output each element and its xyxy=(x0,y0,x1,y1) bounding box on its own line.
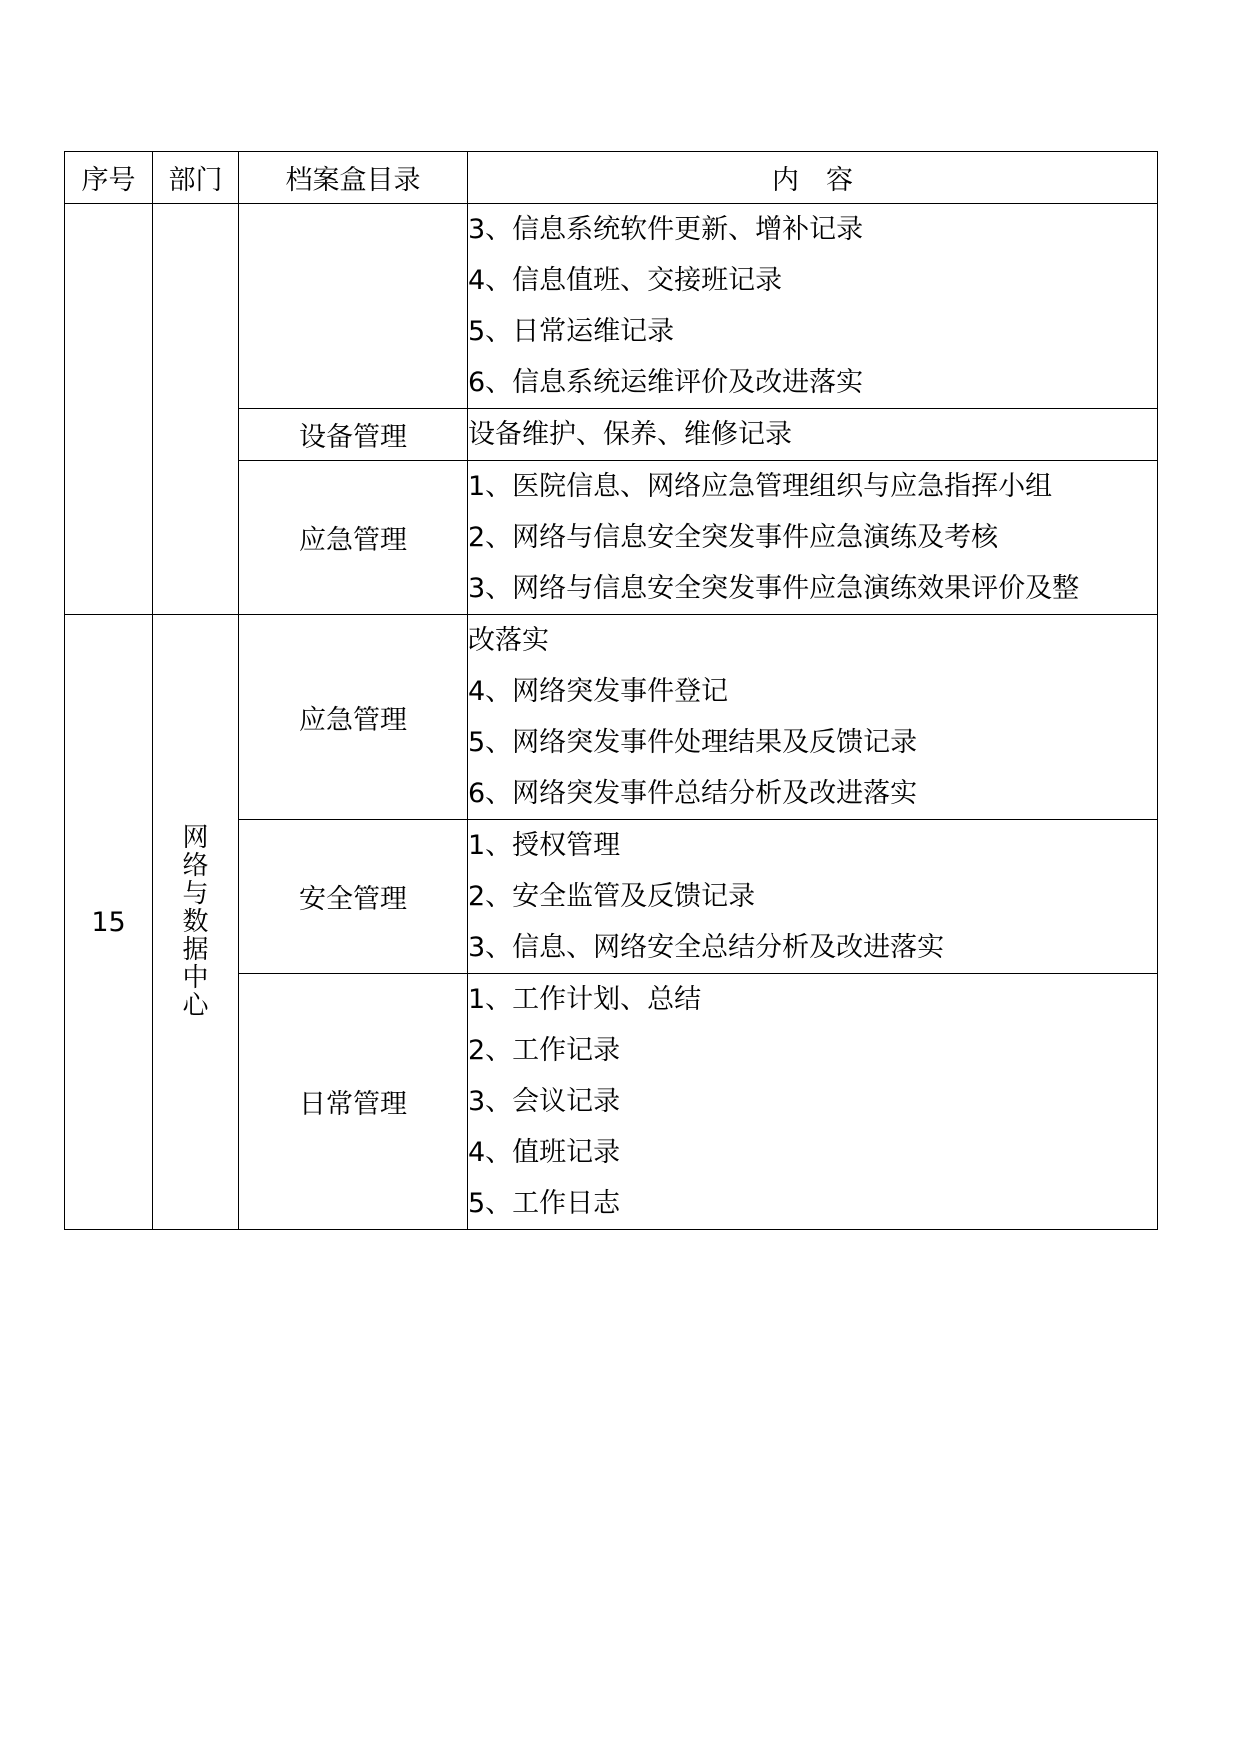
content-line: 1、授权管理 xyxy=(468,830,621,861)
dept-cell xyxy=(153,204,239,615)
content-cell xyxy=(468,615,1158,820)
content-line: 1、工作计划、总结 xyxy=(468,984,702,1015)
content-cell xyxy=(468,204,1158,409)
catalog-cell: 应急管理 xyxy=(239,461,468,615)
dept-cell xyxy=(153,615,239,1230)
content-line: 3、会议记录 xyxy=(468,1086,621,1117)
header-catalog: 档案盒目录 xyxy=(239,152,468,204)
content-line: 6、信息系统运维评价及改进落实 xyxy=(468,367,864,398)
content-line: 设备维护、保养、维修记录 xyxy=(468,419,792,450)
content-line: 2、工作记录 xyxy=(468,1035,621,1066)
content-line: 3、信息、网络安全总结分析及改进落实 xyxy=(468,932,945,963)
catalog-cell xyxy=(239,204,468,409)
content-cell xyxy=(468,461,1158,615)
content-line: 6、网络突发事件总结分析及改进落实 xyxy=(468,778,918,809)
table-header-row xyxy=(65,152,1158,204)
content-line: 4、值班记录 xyxy=(468,1137,621,1168)
content-line: 3、网络与信息安全突发事件应急演练效果评价及整 xyxy=(468,573,1080,604)
seq-cell xyxy=(65,204,153,615)
content-line: 2、网络与信息安全突发事件应急演练及考核 xyxy=(468,522,999,553)
dept-vertical-label: 网络与数据中心 xyxy=(182,822,209,1021)
catalog-cell: 设备管理 xyxy=(239,409,468,461)
table-row xyxy=(65,615,1158,820)
header-seq: 序号 xyxy=(65,152,153,204)
content-line: 改落实 xyxy=(468,625,549,656)
content-line: 5、网络突发事件处理结果及反馈记录 xyxy=(468,727,918,758)
catalog-cell: 应急管理 xyxy=(239,615,468,820)
seq-cell: 15 xyxy=(65,615,153,1230)
header-content: 内 容 xyxy=(468,152,1158,204)
content-cell xyxy=(468,820,1158,974)
content-line: 3、信息系统软件更新、增补记录 xyxy=(468,214,864,245)
content-line: 5、工作日志 xyxy=(468,1188,621,1219)
content-line: 2、安全监管及反馈记录 xyxy=(468,881,756,912)
content-cell xyxy=(468,974,1158,1230)
content-line: 1、医院信息、网络应急管理组织与应急指挥小组 xyxy=(468,471,1053,502)
content-line: 5、日常运维记录 xyxy=(468,316,675,347)
content-line: 4、信息值班、交接班记录 xyxy=(468,265,783,296)
archive-catalog-table xyxy=(64,151,1158,1230)
content-cell xyxy=(468,409,1158,461)
table-row xyxy=(65,204,1158,409)
header-dept: 部门 xyxy=(153,152,239,204)
catalog-cell: 日常管理 xyxy=(239,974,468,1230)
catalog-cell: 安全管理 xyxy=(239,820,468,974)
content-line: 4、网络突发事件登记 xyxy=(468,676,729,707)
